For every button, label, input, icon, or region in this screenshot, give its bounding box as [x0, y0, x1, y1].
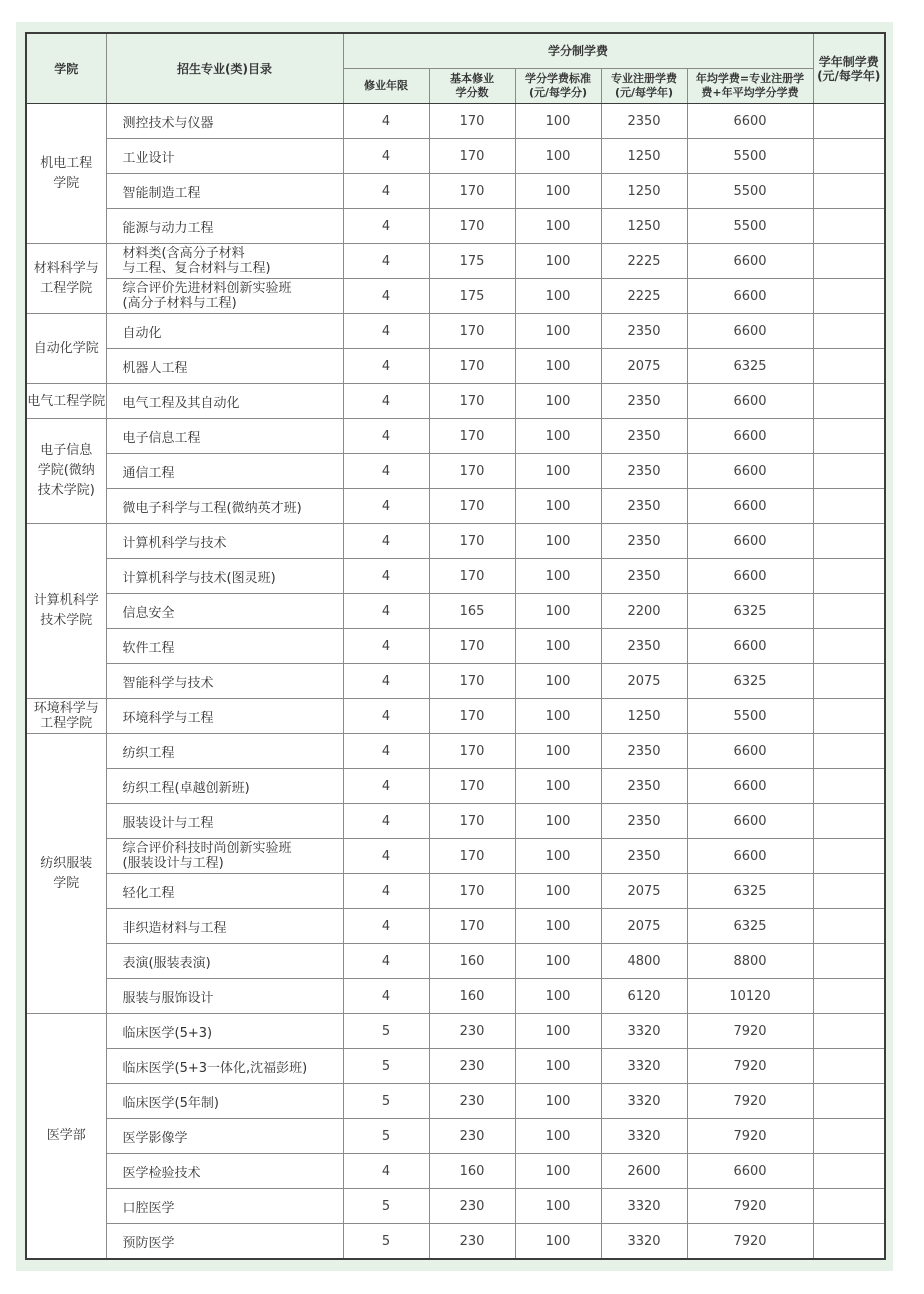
credits-cell: 170	[429, 699, 515, 734]
table-row	[26, 1119, 885, 1154]
annual-fee-cell: 6600	[687, 769, 813, 804]
years-cell: 4	[343, 839, 429, 874]
table-row	[26, 104, 885, 139]
annual-fee-cell: 6600	[687, 314, 813, 349]
years-cell: 4	[343, 419, 429, 454]
header-major: 招生专业(类)目录	[106, 33, 343, 104]
years-cell: 4	[343, 664, 429, 699]
credit-fee-cell: 100	[515, 839, 601, 874]
major-cell: 临床医学(5+3)	[106, 1014, 343, 1049]
credits-cell: 230	[429, 1049, 515, 1084]
tuition-table	[25, 32, 886, 1260]
annual-fee-cell: 7920	[687, 1049, 813, 1084]
years-cell: 4	[343, 594, 429, 629]
reg-fee-cell: 3320	[601, 1049, 687, 1084]
credits-cell: 170	[429, 734, 515, 769]
reg-fee-cell: 2350	[601, 104, 687, 139]
major-cell: 能源与动力工程	[106, 209, 343, 244]
credits-cell: 170	[429, 454, 515, 489]
year-fee-cell	[813, 804, 885, 839]
reg-fee-cell: 2350	[601, 489, 687, 524]
college-cell: 电子信息 学院(微纳 技术学院)	[26, 419, 106, 524]
year-fee-cell	[813, 104, 885, 139]
reg-fee-cell: 3320	[601, 1014, 687, 1049]
year-fee-cell	[813, 244, 885, 279]
annual-fee-cell: 7920	[687, 1014, 813, 1049]
header-reg-fee-line2: (元/每学年)	[614, 86, 674, 99]
year-fee-cell	[813, 979, 885, 1014]
major-cell: 服装与服饰设计	[106, 979, 343, 1014]
credits-cell: 170	[429, 489, 515, 524]
credit-fee-cell: 100	[515, 979, 601, 1014]
header-college: 学院	[26, 33, 106, 104]
credit-fee-cell: 100	[515, 664, 601, 699]
credit-fee-cell: 100	[515, 489, 601, 524]
reg-fee-cell: 2075	[601, 874, 687, 909]
major-cell: 临床医学(5年制)	[106, 1084, 343, 1119]
years-cell: 4	[343, 524, 429, 559]
reg-fee-cell: 2075	[601, 909, 687, 944]
table-row	[26, 1049, 885, 1084]
reg-fee-cell: 1250	[601, 699, 687, 734]
reg-fee-cell: 2225	[601, 244, 687, 279]
year-fee-cell	[813, 1014, 885, 1049]
annual-fee-cell: 8800	[687, 944, 813, 979]
table-row	[26, 944, 885, 979]
years-cell: 4	[343, 944, 429, 979]
header-credit-fee	[515, 69, 601, 104]
credits-cell: 165	[429, 594, 515, 629]
college-cell: 机电工程 学院	[26, 104, 106, 244]
annual-fee-cell: 6325	[687, 594, 813, 629]
years-cell: 4	[343, 559, 429, 594]
credits-cell: 170	[429, 174, 515, 209]
credit-fee-cell: 100	[515, 769, 601, 804]
year-fee-cell	[813, 419, 885, 454]
header-credits	[429, 69, 515, 104]
credits-cell: 170	[429, 909, 515, 944]
table-row	[26, 139, 885, 174]
college-cell: 环境科学与 工程学院	[26, 699, 106, 734]
credits-cell: 160	[429, 1154, 515, 1189]
header-credits-line1: 基本修业	[450, 72, 494, 85]
year-fee-cell	[813, 139, 885, 174]
table-row	[26, 559, 885, 594]
major-cell: 材料类(含高分子材料 与工程、复合材料与工程)	[106, 244, 343, 279]
credit-fee-cell: 100	[515, 524, 601, 559]
header-annual-fee	[687, 69, 813, 104]
credit-fee-cell: 100	[515, 419, 601, 454]
header-year-system-line2: (元/每学年)	[817, 68, 881, 83]
table-row	[26, 874, 885, 909]
major-cell: 医学检验技术	[106, 1154, 343, 1189]
reg-fee-cell: 3320	[601, 1189, 687, 1224]
year-fee-cell	[813, 1119, 885, 1154]
table-row	[26, 1189, 885, 1224]
credits-cell: 230	[429, 1084, 515, 1119]
reg-fee-cell: 2350	[601, 734, 687, 769]
major-cell: 临床医学(5+3一体化,沈福彭班)	[106, 1049, 343, 1084]
major-cell: 通信工程	[106, 454, 343, 489]
credit-fee-cell: 100	[515, 1224, 601, 1260]
years-cell: 5	[343, 1189, 429, 1224]
annual-fee-cell: 6600	[687, 524, 813, 559]
years-cell: 5	[343, 1119, 429, 1154]
annual-fee-cell: 6600	[687, 384, 813, 419]
credit-fee-cell: 100	[515, 874, 601, 909]
annual-fee-cell: 6600	[687, 804, 813, 839]
college-cell: 电气工程学院	[26, 384, 106, 419]
reg-fee-cell: 2350	[601, 769, 687, 804]
credits-cell: 170	[429, 209, 515, 244]
major-cell: 综合评价科技时尚创新实验班 (服装设计与工程)	[106, 839, 343, 874]
annual-fee-cell: 7920	[687, 1224, 813, 1260]
reg-fee-cell: 2350	[601, 524, 687, 559]
header-credit-system: 学分制学费	[343, 33, 813, 69]
annual-fee-cell: 7920	[687, 1084, 813, 1119]
year-fee-cell	[813, 489, 885, 524]
credit-fee-cell: 100	[515, 909, 601, 944]
annual-fee-cell: 5500	[687, 209, 813, 244]
header-credit-fee-line1: 学分学费标准	[525, 72, 591, 85]
table-header	[26, 33, 885, 104]
year-fee-cell	[813, 594, 885, 629]
year-fee-cell	[813, 174, 885, 209]
credits-cell: 230	[429, 1189, 515, 1224]
credits-cell: 230	[429, 1014, 515, 1049]
college-cell: 自动化学院	[26, 314, 106, 384]
table-row	[26, 524, 885, 559]
year-fee-cell	[813, 524, 885, 559]
annual-fee-cell: 6325	[687, 874, 813, 909]
annual-fee-cell: 6600	[687, 1154, 813, 1189]
major-cell: 医学影像学	[106, 1119, 343, 1154]
reg-fee-cell: 2350	[601, 384, 687, 419]
reg-fee-cell: 2350	[601, 559, 687, 594]
annual-fee-cell: 6325	[687, 909, 813, 944]
reg-fee-cell: 2350	[601, 804, 687, 839]
credit-fee-cell: 100	[515, 559, 601, 594]
table-row	[26, 909, 885, 944]
credits-cell: 170	[429, 314, 515, 349]
credits-cell: 170	[429, 559, 515, 594]
year-fee-cell	[813, 279, 885, 314]
credits-cell: 170	[429, 349, 515, 384]
reg-fee-cell: 1250	[601, 209, 687, 244]
reg-fee-cell: 3320	[601, 1224, 687, 1260]
year-fee-cell	[813, 699, 885, 734]
table-row	[26, 699, 885, 734]
year-fee-cell	[813, 209, 885, 244]
reg-fee-cell: 2600	[601, 1154, 687, 1189]
year-fee-cell	[813, 1224, 885, 1260]
annual-fee-cell: 6600	[687, 489, 813, 524]
credit-fee-cell: 100	[515, 944, 601, 979]
major-cell: 信息安全	[106, 594, 343, 629]
college-cell: 医学部	[26, 1014, 106, 1260]
credit-fee-cell: 100	[515, 349, 601, 384]
year-fee-cell	[813, 1189, 885, 1224]
credit-fee-cell: 100	[515, 244, 601, 279]
major-cell: 智能科学与技术	[106, 664, 343, 699]
major-cell: 纺织工程(卓越创新班)	[106, 769, 343, 804]
annual-fee-cell: 6600	[687, 454, 813, 489]
year-fee-cell	[813, 1049, 885, 1084]
credits-cell: 230	[429, 1224, 515, 1260]
credit-fee-cell: 100	[515, 139, 601, 174]
credit-fee-cell: 100	[515, 1154, 601, 1189]
header-annual-line2: 费+年平均学分学费	[701, 86, 799, 99]
credit-fee-cell: 100	[515, 279, 601, 314]
years-cell: 4	[343, 769, 429, 804]
credit-fee-cell: 100	[515, 384, 601, 419]
years-cell: 4	[343, 244, 429, 279]
years-cell: 4	[343, 174, 429, 209]
reg-fee-cell: 2350	[601, 419, 687, 454]
reg-fee-cell: 2200	[601, 594, 687, 629]
major-cell: 口腔医学	[106, 1189, 343, 1224]
reg-fee-cell: 4800	[601, 944, 687, 979]
table-row	[26, 209, 885, 244]
table-row	[26, 419, 885, 454]
years-cell: 4	[343, 699, 429, 734]
table-row	[26, 279, 885, 314]
annual-fee-cell: 6325	[687, 664, 813, 699]
annual-fee-cell: 6600	[687, 244, 813, 279]
major-cell: 软件工程	[106, 629, 343, 664]
major-cell: 电子信息工程	[106, 419, 343, 454]
major-cell: 工业设计	[106, 139, 343, 174]
header-credit-fee-line2: (元/每学分)	[528, 86, 588, 99]
table-row	[26, 1154, 885, 1189]
years-cell: 4	[343, 384, 429, 419]
annual-fee-cell: 6600	[687, 839, 813, 874]
years-cell: 4	[343, 104, 429, 139]
major-cell: 微电子科学与工程(微纳英才班)	[106, 489, 343, 524]
annual-fee-cell: 6600	[687, 104, 813, 139]
year-fee-cell	[813, 769, 885, 804]
credits-cell: 170	[429, 384, 515, 419]
years-cell: 4	[343, 979, 429, 1014]
college-cell: 纺织服装 学院	[26, 734, 106, 1014]
reg-fee-cell: 3320	[601, 1119, 687, 1154]
annual-fee-cell: 5500	[687, 174, 813, 209]
header-credits-line2: 学分数	[455, 86, 489, 99]
table-row	[26, 1224, 885, 1260]
years-cell: 4	[343, 734, 429, 769]
credit-fee-cell: 100	[515, 1049, 601, 1084]
major-cell: 计算机科学与技术(图灵班)	[106, 559, 343, 594]
table-row	[26, 454, 885, 489]
credit-fee-cell: 100	[515, 209, 601, 244]
credit-fee-cell: 100	[515, 1084, 601, 1119]
major-cell: 机器人工程	[106, 349, 343, 384]
years-cell: 4	[343, 454, 429, 489]
annual-fee-cell: 6325	[687, 349, 813, 384]
years-cell: 4	[343, 489, 429, 524]
major-cell: 轻化工程	[106, 874, 343, 909]
header-annual-line1: 年均学费=专业注册学	[695, 72, 805, 85]
major-cell: 预防医学	[106, 1224, 343, 1260]
credit-fee-cell: 100	[515, 699, 601, 734]
credit-fee-cell: 100	[515, 174, 601, 209]
reg-fee-cell: 2225	[601, 279, 687, 314]
table-row	[26, 664, 885, 699]
annual-fee-cell: 10120	[687, 979, 813, 1014]
annual-fee-cell: 7920	[687, 1119, 813, 1154]
annual-fee-cell: 6600	[687, 279, 813, 314]
credits-cell: 175	[429, 244, 515, 279]
credits-cell: 175	[429, 279, 515, 314]
year-fee-cell	[813, 1084, 885, 1119]
year-fee-cell	[813, 1154, 885, 1189]
year-fee-cell	[813, 349, 885, 384]
major-cell: 电气工程及其自动化	[106, 384, 343, 419]
years-cell: 4	[343, 629, 429, 664]
table-row	[26, 314, 885, 349]
credit-fee-cell: 100	[515, 314, 601, 349]
years-cell: 4	[343, 314, 429, 349]
credits-cell: 170	[429, 139, 515, 174]
reg-fee-cell: 2350	[601, 839, 687, 874]
reg-fee-cell: 2350	[601, 314, 687, 349]
credits-cell: 170	[429, 874, 515, 909]
credits-cell: 170	[429, 839, 515, 874]
credits-cell: 230	[429, 1119, 515, 1154]
annual-fee-cell: 5500	[687, 699, 813, 734]
reg-fee-cell: 1250	[601, 174, 687, 209]
annual-fee-cell: 6600	[687, 734, 813, 769]
years-cell: 4	[343, 209, 429, 244]
major-cell: 表演(服装表演)	[106, 944, 343, 979]
header-years: 修业年限	[343, 69, 429, 104]
reg-fee-cell: 3320	[601, 1084, 687, 1119]
reg-fee-cell: 2350	[601, 629, 687, 664]
years-cell: 4	[343, 279, 429, 314]
header-year-system-line1: 学年制学费	[818, 54, 879, 69]
year-fee-cell	[813, 909, 885, 944]
major-cell: 纺织工程	[106, 734, 343, 769]
major-cell: 环境科学与工程	[106, 699, 343, 734]
credits-cell: 160	[429, 979, 515, 1014]
major-cell: 自动化	[106, 314, 343, 349]
credits-cell: 170	[429, 629, 515, 664]
college-cell: 材料科学与 工程学院	[26, 244, 106, 314]
major-cell: 非织造材料与工程	[106, 909, 343, 944]
reg-fee-cell: 6120	[601, 979, 687, 1014]
table-row	[26, 349, 885, 384]
header-year-system	[813, 33, 885, 104]
major-cell: 计算机科学与技术	[106, 524, 343, 559]
annual-fee-cell: 6600	[687, 419, 813, 454]
credit-fee-cell: 100	[515, 454, 601, 489]
credits-cell: 170	[429, 804, 515, 839]
reg-fee-cell: 2075	[601, 349, 687, 384]
credit-fee-cell: 100	[515, 1119, 601, 1154]
table-body	[26, 104, 885, 1260]
years-cell: 4	[343, 349, 429, 384]
years-cell: 4	[343, 139, 429, 174]
credits-cell: 170	[429, 664, 515, 699]
year-fee-cell	[813, 944, 885, 979]
year-fee-cell	[813, 454, 885, 489]
annual-fee-cell: 7920	[687, 1189, 813, 1224]
year-fee-cell	[813, 839, 885, 874]
years-cell: 5	[343, 1049, 429, 1084]
reg-fee-cell: 2350	[601, 454, 687, 489]
years-cell: 4	[343, 909, 429, 944]
major-cell: 服装设计与工程	[106, 804, 343, 839]
header-reg-fee-line1: 专业注册学费	[611, 72, 677, 85]
table-row	[26, 804, 885, 839]
credits-cell: 160	[429, 944, 515, 979]
year-fee-cell	[813, 629, 885, 664]
year-fee-cell	[813, 384, 885, 419]
major-cell: 综合评价先进材料创新实验班 (高分子材料与工程)	[106, 279, 343, 314]
major-cell: 测控技术与仪器	[106, 104, 343, 139]
years-cell: 5	[343, 1224, 429, 1260]
annual-fee-cell: 6600	[687, 559, 813, 594]
reg-fee-cell: 2075	[601, 664, 687, 699]
table-row	[26, 734, 885, 769]
table-row	[26, 1084, 885, 1119]
table-row	[26, 839, 885, 874]
credit-fee-cell: 100	[515, 1189, 601, 1224]
table-row	[26, 979, 885, 1014]
year-fee-cell	[813, 559, 885, 594]
reg-fee-cell: 1250	[601, 139, 687, 174]
credits-cell: 170	[429, 524, 515, 559]
credit-fee-cell: 100	[515, 104, 601, 139]
table-row	[26, 489, 885, 524]
annual-fee-cell: 6600	[687, 629, 813, 664]
year-fee-cell	[813, 874, 885, 909]
years-cell: 4	[343, 804, 429, 839]
years-cell: 5	[343, 1084, 429, 1119]
credit-fee-cell: 100	[515, 594, 601, 629]
table-row	[26, 769, 885, 804]
year-fee-cell	[813, 664, 885, 699]
credit-fee-cell: 100	[515, 1014, 601, 1049]
years-cell: 4	[343, 1154, 429, 1189]
year-fee-cell	[813, 734, 885, 769]
table-row	[26, 1014, 885, 1049]
annual-fee-cell: 5500	[687, 139, 813, 174]
table-row	[26, 629, 885, 664]
header-reg-fee	[601, 69, 687, 104]
year-fee-cell	[813, 314, 885, 349]
years-cell: 5	[343, 1014, 429, 1049]
table-row	[26, 594, 885, 629]
credits-cell: 170	[429, 104, 515, 139]
credits-cell: 170	[429, 769, 515, 804]
college-cell: 计算机科学 技术学院	[26, 524, 106, 699]
table-row	[26, 174, 885, 209]
table-row	[26, 384, 885, 419]
years-cell: 4	[343, 874, 429, 909]
major-cell: 智能制造工程	[106, 174, 343, 209]
table-row	[26, 244, 885, 279]
credit-fee-cell: 100	[515, 629, 601, 664]
credits-cell: 170	[429, 419, 515, 454]
credit-fee-cell: 100	[515, 804, 601, 839]
credit-fee-cell: 100	[515, 734, 601, 769]
